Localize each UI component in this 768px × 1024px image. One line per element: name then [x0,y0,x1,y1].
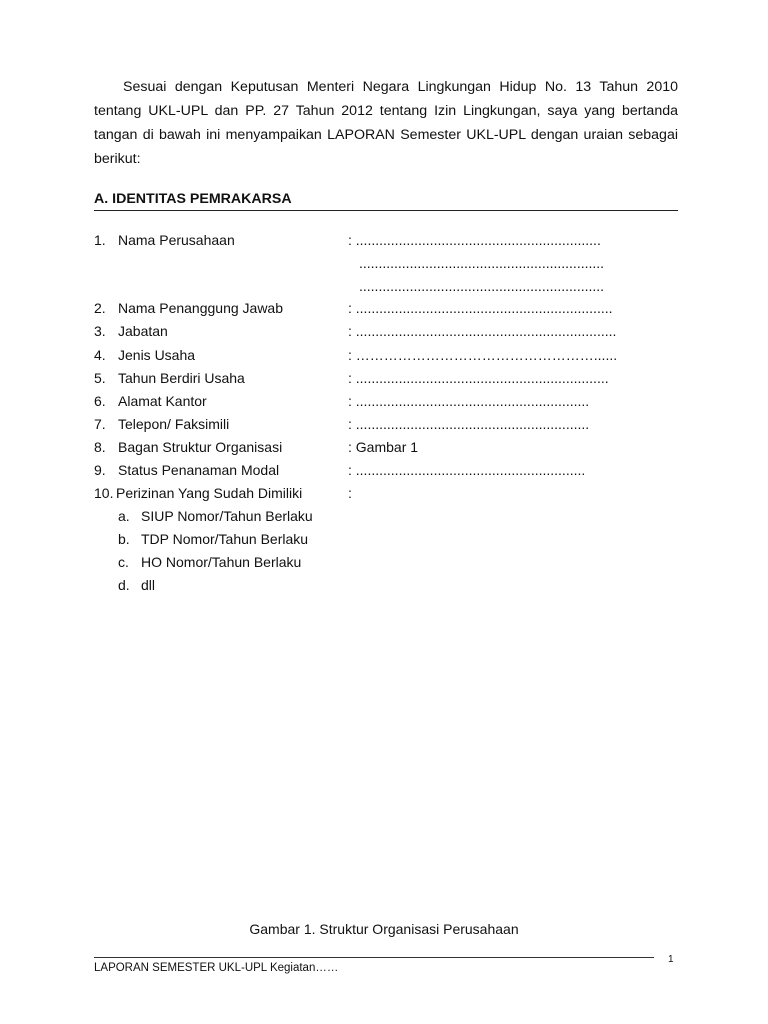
field-label: Perizinan Yang Sudah Dimiliki [116,485,303,501]
field-value: : Gambar 1 [348,439,419,455]
field-value: : [348,485,352,501]
sub-item-label: SIUP Nomor/Tahun Berlaku [141,508,313,524]
field-label: Jenis Usaha [118,347,196,363]
page-number: 1 [668,954,674,965]
field-number: 10. [94,485,114,501]
sub-item-label: dll [141,577,156,593]
footer-divider [94,957,654,958]
field-number: 4. [94,347,106,363]
field-label: Tahun Berdiri Usaha [118,370,245,386]
field-label: Nama Penanggung Jawab [118,300,284,316]
field-label: Telepon/ Faksimili [118,416,230,432]
field-label: Bagan Struktur Organisasi [118,439,283,455]
field-value: : .................................................................. [348,300,613,316]
sub-item-label: TDP Nomor/Tahun Berlaku [141,531,309,547]
field-number: 1. [94,232,106,248]
field-value: : ................................................................... [348,323,617,339]
field-value: : ............................................................ [348,393,590,409]
footer-text: LAPORAN SEMESTER UKL-UPL Kegiatan…… [94,962,339,974]
section-a-heading: A. IDENTITAS PEMRAKARSA [94,190,678,211]
field-number: 9. [94,462,106,478]
intro-paragraph: Sesuai dengan Keputusan Menteri Negara Lingkungan Hidup No. 13 Tahun 2010 tentang UKL-UPL dan PP. 27 Tahun 2012 tentang Izin Lingkungan, saya yang bertanda tangan di bawah ini menyampaikan LAPORAN Semester UKL-UPL dengan uraian sebagai berikut: [94,79,678,167]
field-label: Alamat Kantor [118,393,207,409]
field-value: : ................................................................. [348,370,609,386]
sub-item-letter: c. [118,554,129,570]
sub-item-letter: b. [118,531,130,547]
field-label: Status Penanaman Modal [118,462,280,478]
field-value: : ........................................................... [348,462,586,478]
field-number: 7. [94,416,106,432]
field-value: : ............................................................ [348,416,590,432]
figure-caption: Gambar 1. Struktur Organisasi Perusahaan [249,921,519,937]
field-value: : ……………………………………………...... [348,347,618,363]
field-number: 6. [94,393,106,409]
field-number: 5. [94,370,106,386]
field-label: Nama Perusahaan [118,232,235,248]
field-value: : ............................................................... [348,232,601,248]
field-value-continuation: ............................................................... [359,255,605,271]
sub-item-label: HO Nomor/Tahun Berlaku [141,554,302,570]
field-number: 8. [94,439,106,455]
field-label: Jabatan [118,323,168,339]
field-value-continuation: ............................................................... [359,278,605,294]
field-number: 3. [94,323,106,339]
sub-item-letter: d. [118,577,130,593]
field-number: 2. [94,300,106,316]
sub-item-letter: a. [118,508,130,524]
